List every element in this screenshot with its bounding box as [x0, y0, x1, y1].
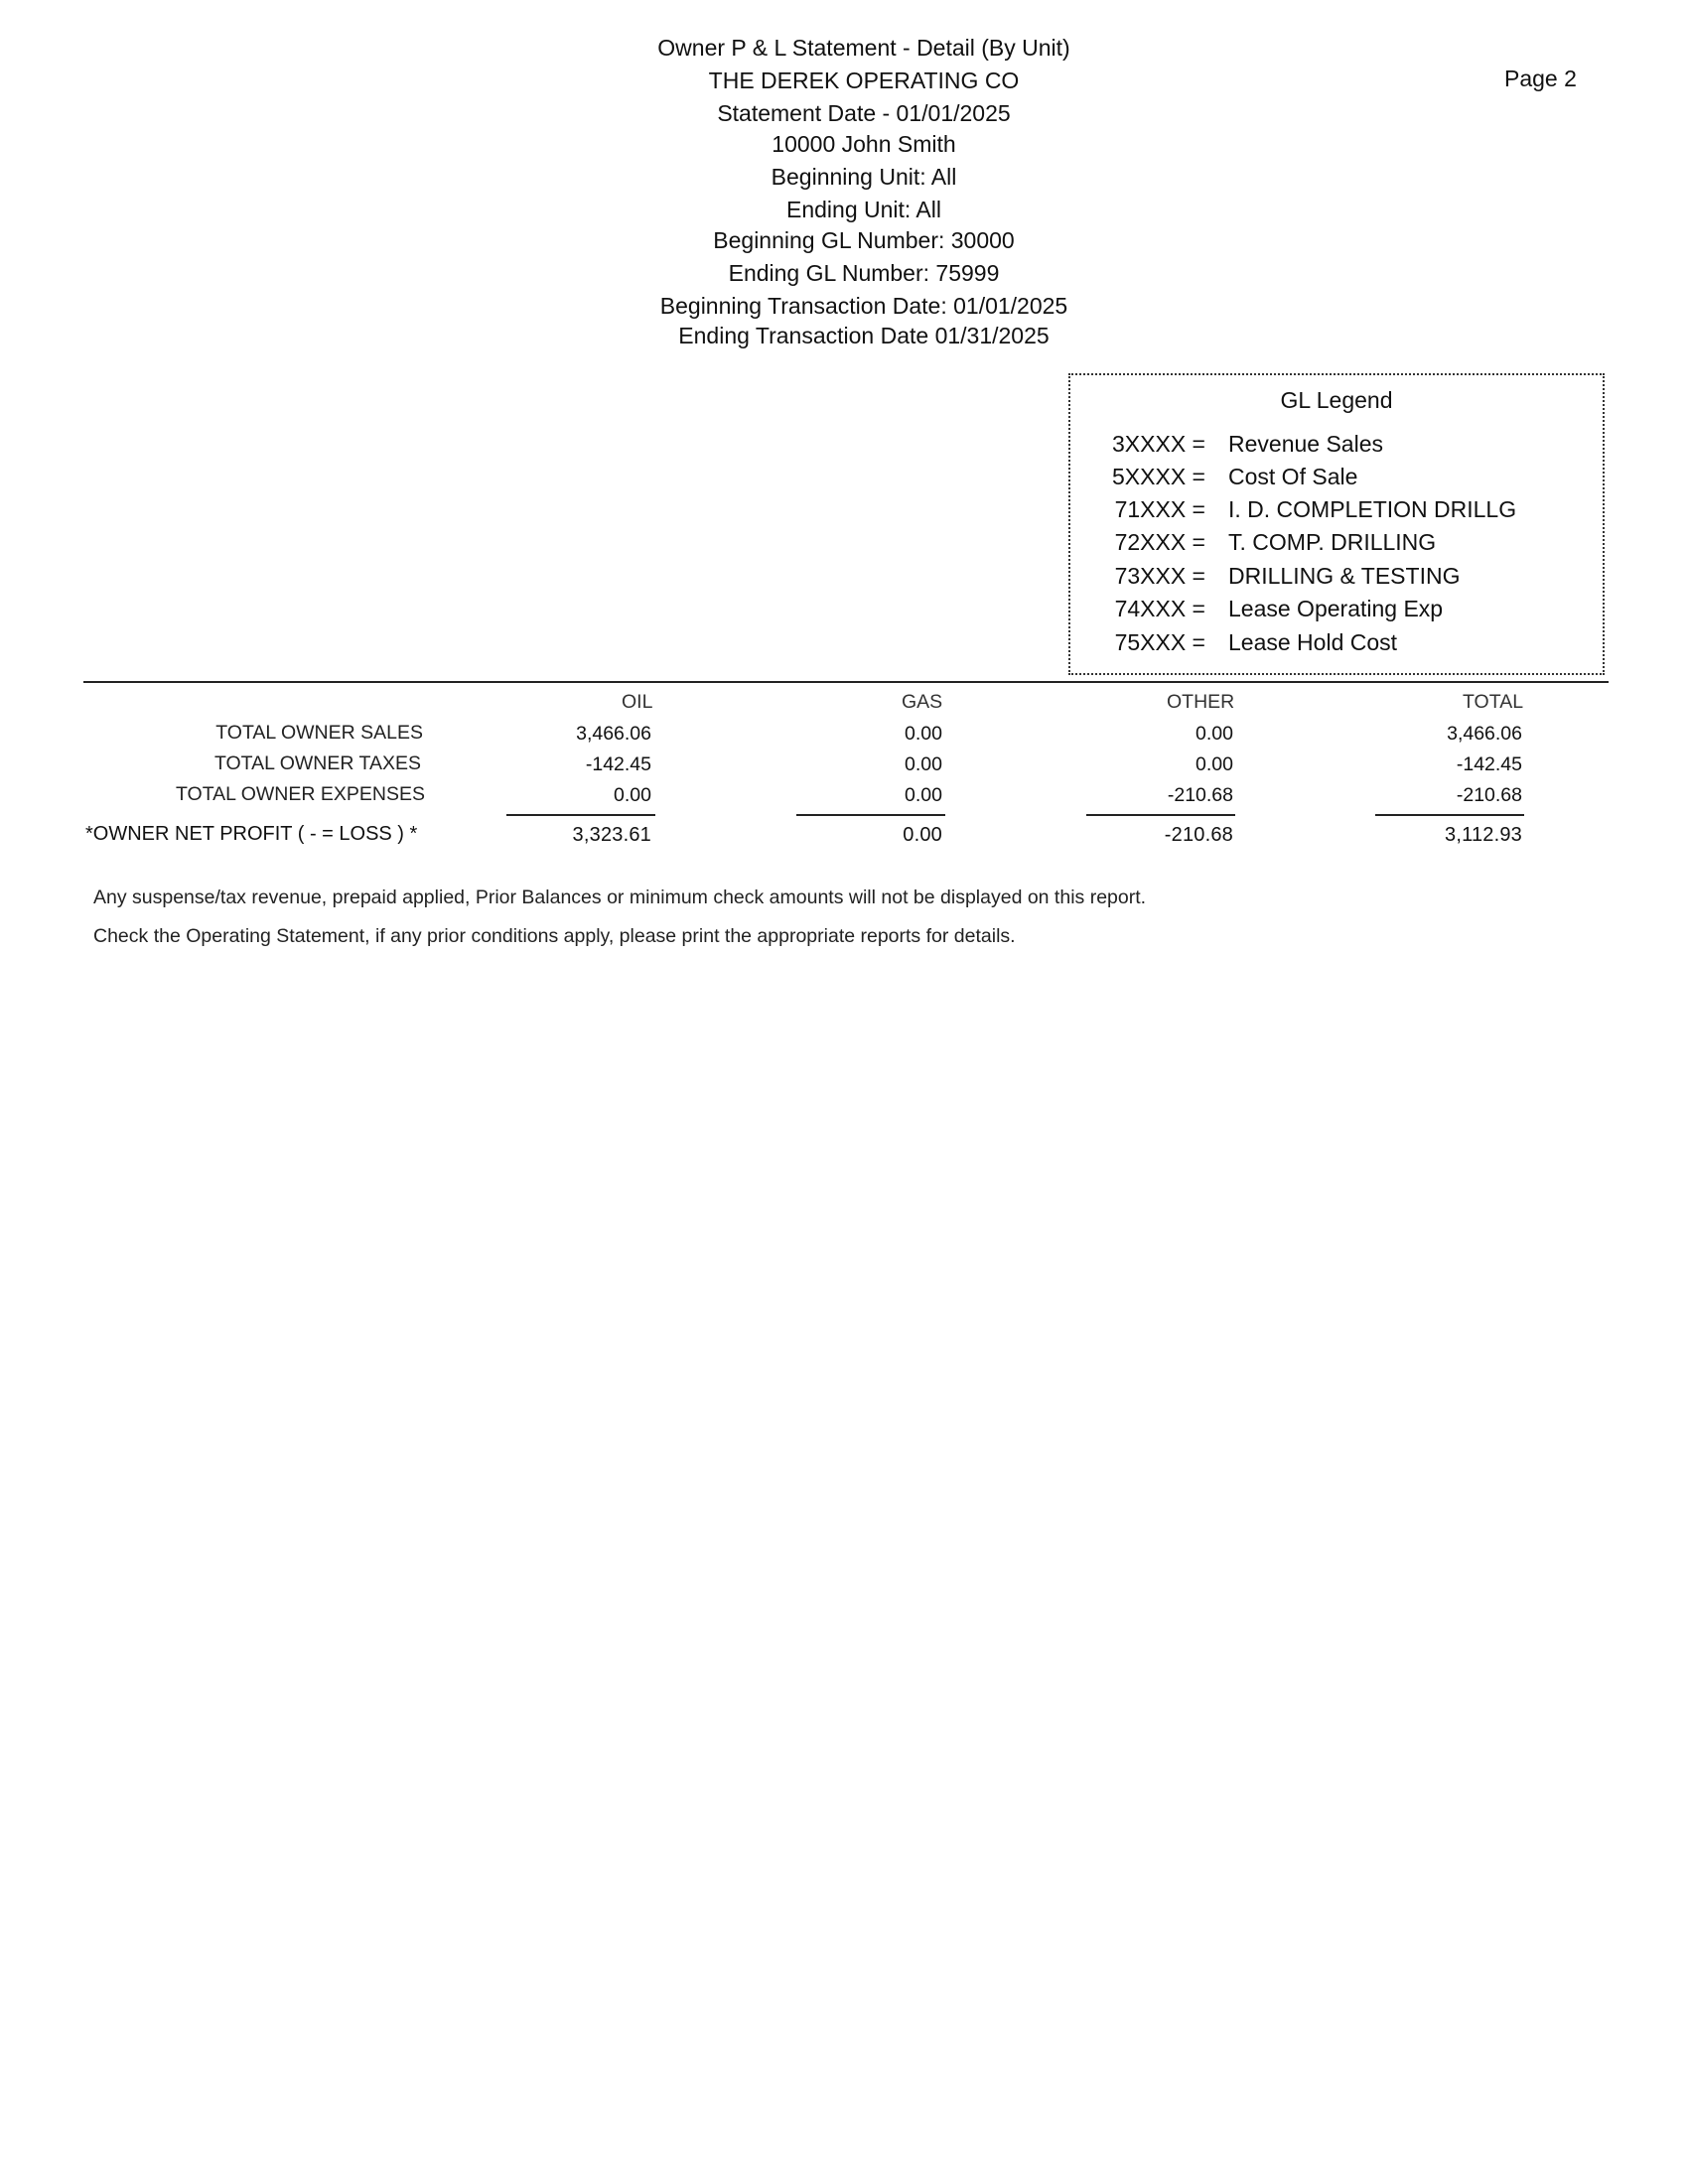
footnote: Any suspense/tax revenue, prepaid applied, Prior Balances or minimum check amounts will not be displayed on this report.: [93, 887, 1147, 908]
table-cell: -142.45: [1456, 753, 1522, 775]
row-label-sales: TOTAL OWNER SALES: [215, 722, 423, 744]
table-cell: 0.00: [905, 753, 942, 775]
legend-row: [1070, 496, 1603, 526]
sum-rule: [506, 814, 655, 816]
beginning-transaction-date: Beginning Transaction Date: 01/01/2025: [659, 293, 1068, 319]
section-divider: [83, 681, 1609, 683]
net-profit-value: 0.00: [903, 824, 942, 846]
gl-legend-title: GL Legend: [1280, 387, 1393, 413]
sum-rule: [1375, 814, 1524, 816]
column-header-gas: GAS: [902, 691, 943, 713]
net-profit-label: *OWNER NET PROFIT ( - = LOSS ) *: [85, 823, 418, 845]
legend-row: [1070, 529, 1603, 559]
table-cell: 0.00: [1196, 723, 1233, 745]
legend-code: 71XXX =: [1114, 496, 1205, 522]
net-profit-value: -210.68: [1164, 824, 1233, 846]
beginning-unit: Beginning Unit: All: [771, 164, 957, 190]
legend-row: [1070, 629, 1603, 659]
legend-code: 73XXX =: [1114, 563, 1205, 589]
table-cell: 0.00: [905, 784, 942, 806]
table-cell: -142.45: [585, 753, 651, 775]
legend-desc: Lease Operating Exp: [1228, 596, 1444, 621]
legend-code: 75XXX =: [1114, 629, 1205, 655]
sum-rule: [796, 814, 945, 816]
table-cell: -210.68: [1456, 784, 1522, 806]
legend-desc: T. COMP. DRILLING: [1228, 529, 1437, 555]
table-cell: 0.00: [905, 723, 942, 745]
legend-row: [1070, 431, 1603, 461]
legend-desc: I. D. COMPLETION DRILLG: [1228, 496, 1517, 522]
table-cell: 0.00: [614, 784, 651, 806]
column-header-other: OTHER: [1167, 691, 1235, 713]
ending-gl-number: Ending GL Number: 75999: [728, 260, 1000, 286]
legend-code: 72XXX =: [1114, 529, 1205, 555]
table-cell: -210.68: [1167, 784, 1233, 806]
owner-name: 10000 John Smith: [772, 131, 956, 157]
legend-desc: Revenue Sales: [1228, 431, 1383, 457]
company-name: THE DEREK OPERATING CO: [708, 68, 1020, 93]
legend-code: 3XXXX =: [1112, 431, 1205, 457]
row-label-expenses: TOTAL OWNER EXPENSES: [175, 783, 425, 805]
column-header-oil: OIL: [622, 691, 653, 713]
gl-legend: [1068, 373, 1605, 675]
legend-code: 5XXXX =: [1112, 464, 1205, 489]
page-number: Page 2: [1504, 66, 1577, 91]
statement-date: Statement Date - 01/01/2025: [717, 100, 1011, 126]
legend-code: 74XXX =: [1114, 596, 1205, 621]
table-cell: 3,466.06: [1447, 723, 1522, 745]
net-profit-value: 3,112.93: [1445, 824, 1522, 846]
legend-desc: DRILLING & TESTING: [1228, 563, 1461, 589]
ending-transaction-date: Ending Transaction Date 01/31/2025: [678, 323, 1050, 348]
legend-row: [1070, 464, 1603, 493]
footnote: Check the Operating Statement, if any prior conditions apply, please print the appropriate reports for details.: [93, 925, 1016, 947]
row-label-taxes: TOTAL OWNER TAXES: [213, 752, 421, 774]
legend-row: [1070, 563, 1603, 593]
legend-desc: Lease Hold Cost: [1228, 629, 1398, 655]
sum-rule: [1086, 814, 1235, 816]
table-cell: 0.00: [1196, 753, 1233, 775]
report-title: Owner P & L Statement - Detail (By Unit): [657, 35, 1070, 61]
legend-row: [1070, 596, 1603, 625]
net-profit-value: 3,323.61: [572, 824, 651, 846]
ending-unit: Ending Unit: All: [786, 197, 941, 222]
legend-desc: Cost Of Sale: [1228, 464, 1358, 489]
table-cell: 3,466.06: [576, 723, 651, 745]
column-header-total: TOTAL: [1463, 691, 1524, 713]
beginning-gl-number: Beginning GL Number: 30000: [713, 227, 1015, 253]
